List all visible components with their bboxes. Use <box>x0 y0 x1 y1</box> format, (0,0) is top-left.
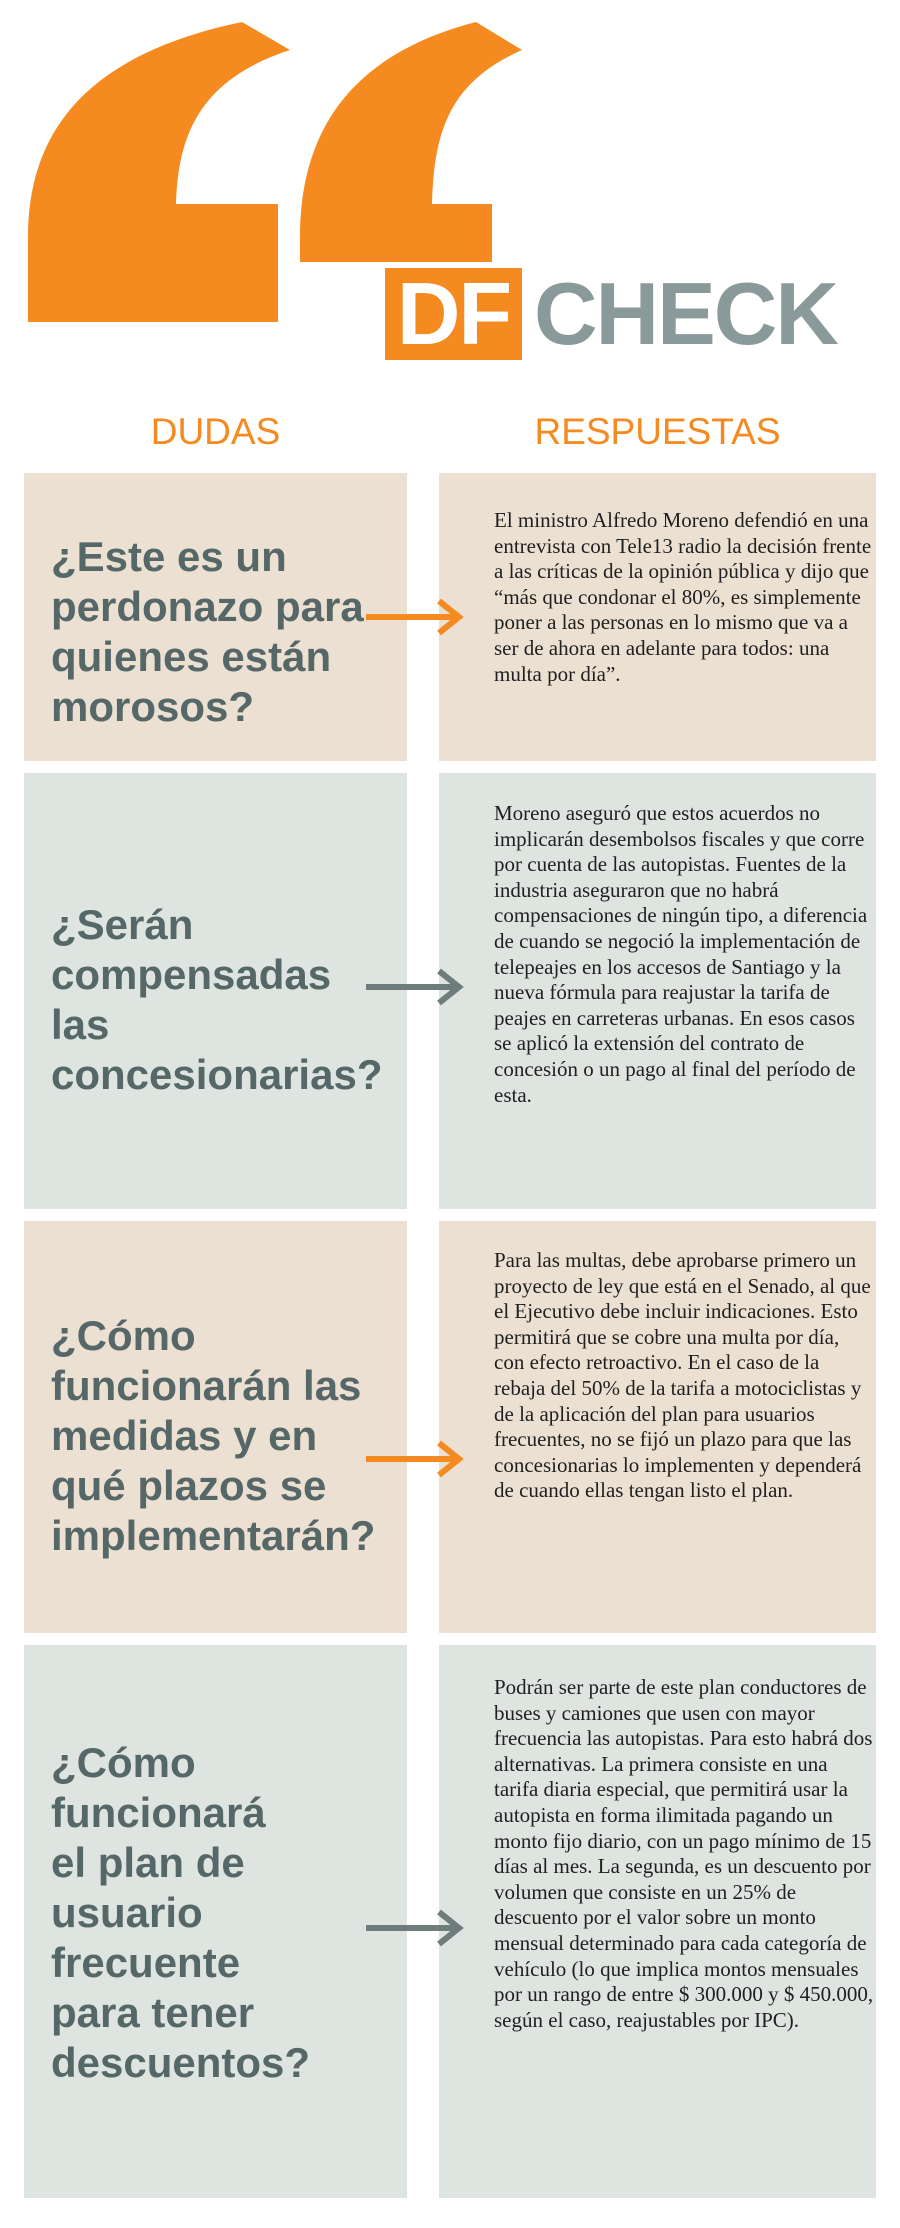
column-header-respuestas: RESPUESTAS <box>534 411 781 452</box>
grey-arrow-icon <box>363 1908 467 1948</box>
left-quote-mark-icon <box>28 22 290 322</box>
answer-text: El ministro Alfredo Moreno defendió en una entrevista con Tele13 radio la decisión frente a las críticas de la opinión pública y dijo que “más que condonar el 80%, es simplemente poner a las personas en lo mismo que va a ser de ahora en adelante para todos: una multa por día”. <box>494 508 872 686</box>
orange-arrow-icon <box>363 1439 467 1479</box>
right-quote-mark-icon <box>300 22 522 262</box>
logo-df: DF <box>385 268 522 360</box>
question-panel <box>24 773 407 1209</box>
orange-arrow-icon <box>363 597 467 637</box>
faq-row <box>0 473 900 761</box>
answer-text: Moreno aseguró que estos acuerdos no implicarán desembolsos fiscales y que corre por cuenta de las autopistas. Fuentes de la industria aseguraron que no habrá compensaciones de ningún tipo, a diferencia de cuando se negoció la implementación de telepeajes en los accesos de Santiago y la nueva fórmula para reajustar la tarifa de peajes en carreteras urbanas. En esos casos se aplicó la extensión del contrato de concesión o un pago al final del período de esta. <box>494 801 868 1107</box>
question-text: ¿Cómo funcionará el plan de usuario frecuente para tener descuentos? <box>51 1739 311 2086</box>
question-panel <box>24 473 407 761</box>
answer-panel <box>439 1645 876 2198</box>
answer-text: Podrán ser parte de este plan conductores de buses y camiones que usen con mayor frecuencia las autopistas. Para esto habrá dos alternativas. La primera consiste en una tarifa diaria especial, que permitirá usar la autopista en forma ilimitada pagando un monto fijo diario, con un pago mínimo de 15 días al mes. La segunda, es un descuento por volumen que consiste en un 25% de descuento por el valor sobre un monto mensual determinado para cada categoría de vehículo (lo que implica montos mensuales por un rango de entre $ 300.000 y $ 450.000, según el caso, reajustables por IPC). <box>494 1675 874 2032</box>
faq-row <box>0 1645 900 2198</box>
question-panel <box>24 1221 407 1633</box>
answer-panel <box>439 1221 876 1633</box>
header <box>0 0 900 380</box>
faq-row <box>0 773 900 1209</box>
grey-arrow-icon <box>363 967 467 1007</box>
answer-panel <box>439 473 876 761</box>
question-text: ¿Serán compensadas las concesionarias? <box>51 901 383 1098</box>
logo-check: CHECK <box>534 264 837 363</box>
question-text: ¿Este es un perdonazo para quienes están morosos? <box>51 533 364 730</box>
question-panel <box>24 1645 407 2198</box>
question-text: ¿Cómo funcionarán las medidas y en qué plazos se implementarán? <box>51 1312 376 1559</box>
answer-text: Para las multas, debe aprobarse primero un proyecto de ley que está en el Senado, al que el Ejecutivo debe incluir indicaciones. Esto permitirá que se cobre una multa por día, con efecto retroactivo. En el caso de la rebaja del 50% de la tarifa a motociclistas y de la aplicación del plan para usuarios frecuentes, no se fijó un plazo para que las concesionarias lo implementen y dependerá de cuando ellas tengan listo el plan. <box>494 1248 871 1503</box>
column-header-dudas: DUDAS <box>150 411 281 452</box>
answer-panel <box>439 773 876 1209</box>
faq-row <box>0 1221 900 1633</box>
